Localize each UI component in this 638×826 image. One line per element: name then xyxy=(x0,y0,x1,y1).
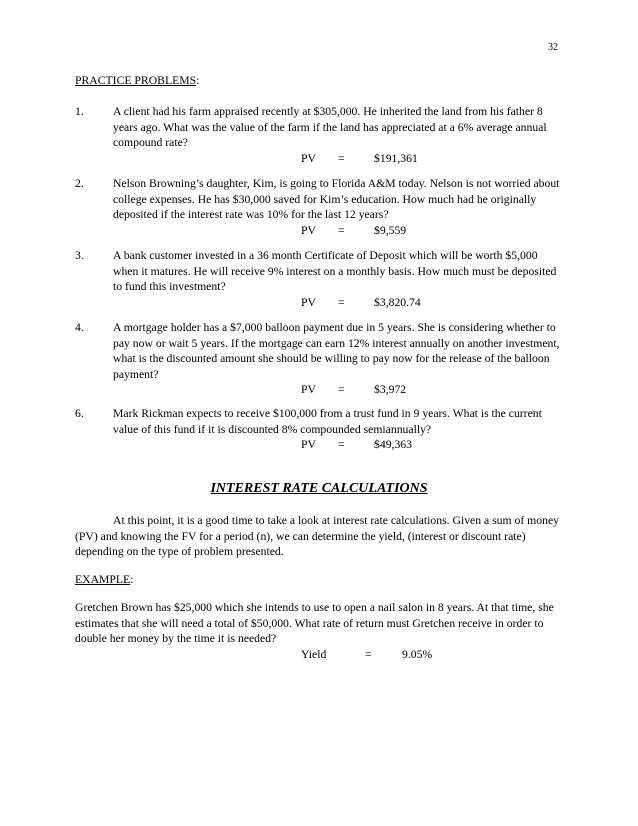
problem-4 xyxy=(75,320,565,398)
problem-answer xyxy=(75,223,565,239)
answer-value: $3,820.74 xyxy=(374,295,421,309)
answer-value: $3,972 xyxy=(374,383,407,396)
problem-text: A mortgage holder has a $7,000 balloon payment due in 5 years. She is considering whether to pay now or wait 5 years. If the mortgage can earn 12% interest annually on another investment, what is the discounted amount she should be willing to pay now for the release of the balloon payment? xyxy=(113,321,560,381)
example-heading xyxy=(75,572,133,588)
answer-value: $9,559 xyxy=(374,223,407,237)
answer-label: PV xyxy=(301,383,316,396)
problem-number: 2. xyxy=(75,177,84,190)
answer-label: PV xyxy=(301,223,316,237)
problem-number: 6. xyxy=(75,407,84,420)
problem-number: 4. xyxy=(75,321,84,334)
problem-3 xyxy=(75,248,565,310)
problem-6 xyxy=(75,406,565,453)
answer-value: $49,363 xyxy=(374,438,412,451)
problem-answer xyxy=(75,382,565,398)
problem-number: 1. xyxy=(75,105,84,118)
answer-equals: = xyxy=(338,383,345,396)
example-title: EXAMPLE xyxy=(75,573,131,586)
answer-label: PV xyxy=(301,438,316,451)
practice-problems-title: PRACTICE PROBLEMS xyxy=(75,74,197,87)
answer-equals: = xyxy=(365,647,372,661)
example-paragraph xyxy=(75,600,565,662)
practice-problems-colon: : xyxy=(196,74,200,87)
page-number: 32 xyxy=(548,42,558,53)
example-text: Gretchen Brown has $25,000 which she intends to use to open a nail salon in 8 years. At that time, she estimates that she will need a total of $50,000. What rate of return must Gretchen receive in order to double her money by the time it is needed? xyxy=(75,601,554,645)
problem-text: Mark Rickman expects to receive $100,000 from a trust fund in 9 years. What is the current value of this fund if it is discounted 8% compounded semiannually? xyxy=(113,407,542,436)
answer-label: Yield xyxy=(301,647,327,661)
problem-answer xyxy=(75,437,565,453)
problem-answer xyxy=(75,151,565,167)
problem-text: A bank customer invested in a 36 month Certificate of Deposit which will be worth $5,000 when it matures. He will receive 9% interest on a monthly basis. How much must be deposited to fund this investment? xyxy=(113,249,557,293)
intro-paragraph: At this point, it is a good time to take a look at interest rate calculations. Given a sum of money (PV) and knowing the FV for a period (n), we can determine the yield, (interest or discount rate) depending on the type of problem presented. xyxy=(75,514,559,558)
section-title: INTEREST RATE CALCULATIONS xyxy=(210,481,428,496)
answer-equals: = xyxy=(338,438,345,451)
answer-equals: = xyxy=(338,223,345,237)
problem-text: Nelson Browning’s daughter, Kim, is going to Florida A&M today. Nelson is not worried about college expenses. He has $30,000 saved for Kim’s education. How much had he originally deposited if the interest rate was 10% for the last 12 years? xyxy=(113,177,560,221)
answer-label: PV xyxy=(301,151,316,165)
answer-equals: = xyxy=(338,295,345,309)
problem-2 xyxy=(75,176,565,238)
answer-equals: = xyxy=(338,151,345,165)
answer-value: $191,361 xyxy=(374,151,418,165)
problem-1 xyxy=(75,104,565,166)
example-colon: : xyxy=(130,573,134,586)
problem-text: A client had his farm appraised recently at $305,000. He inherited the land from his father 8 years ago. What was the value of the farm if the land has appreciated at a 6% average annual compound rate? xyxy=(113,105,547,149)
problem-number: 3. xyxy=(75,249,84,262)
practice-problems-heading xyxy=(75,73,199,89)
example-answer xyxy=(75,647,565,663)
answer-label: PV xyxy=(301,295,316,309)
answer-value: 9.05% xyxy=(402,647,433,661)
problem-answer xyxy=(75,295,565,311)
